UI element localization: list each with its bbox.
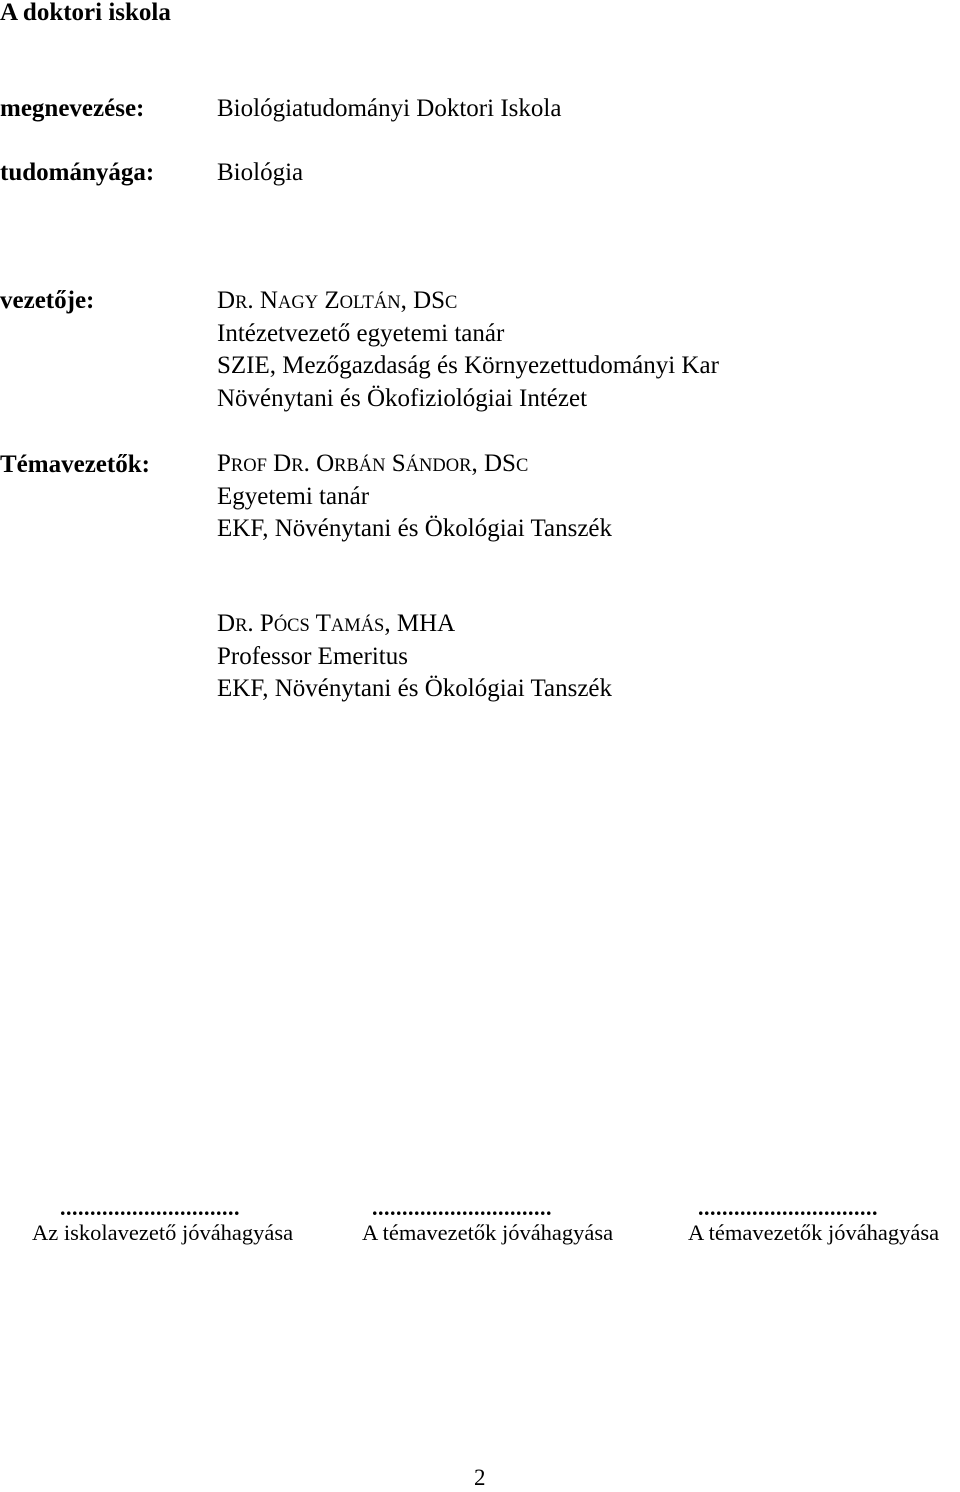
supervisor-2-block [217, 608, 612, 706]
supervisor-1-block [217, 448, 612, 546]
supervisor-1-line: Egyetemi tanár [217, 482, 370, 510]
signature-line-2: .............................. [372, 1195, 552, 1220]
page-number: 2 [474, 1465, 486, 1490]
page-title: A doktori iskola [0, 0, 171, 26]
name-label: megnevezése: [0, 95, 145, 122]
supervisor-1-name: PROF DR. ORBÁN SÁNDOR, DSC [217, 450, 529, 477]
field-value: Biológia [217, 159, 304, 186]
signature-caption-2: A témavezetők jóváhagyása [362, 1220, 614, 1245]
supervisors-label: Témavezetők: [0, 451, 150, 478]
head-line: Növénytani és Ökofiziológiai Intézet [217, 384, 588, 412]
head-line: SZIE, Mezőgazdaság és Környezettudományi Kar [217, 352, 719, 380]
head-label: vezetője: [0, 287, 95, 314]
signature-line-3: .............................. [698, 1195, 878, 1220]
field-label: tudományága: [0, 159, 155, 186]
supervisor-2-name: DR. PÓCS TAMÁS, MHA [217, 610, 456, 637]
head-line: Intézetvezető egyetemi tanár [217, 319, 505, 347]
head-block [217, 285, 719, 415]
head-name: DR. NAGY ZOLTÁN, DSC [217, 287, 458, 314]
supervisor-2-line: EKF, Növénytani és Ökológiai Tanszék [217, 675, 613, 703]
signature-caption-3: A témavezetők jóváhagyása [688, 1220, 940, 1245]
supervisor-1-line: EKF, Növénytani és Ökológiai Tanszék [217, 515, 613, 543]
signature-line-1: .............................. [60, 1195, 240, 1220]
supervisor-2-line: Professor Emeritus [217, 642, 408, 670]
name-value: Biológiatudományi Doktori Iskola [217, 95, 562, 122]
signature-caption-1: Az iskolavezető jóváhagyása [32, 1220, 294, 1245]
